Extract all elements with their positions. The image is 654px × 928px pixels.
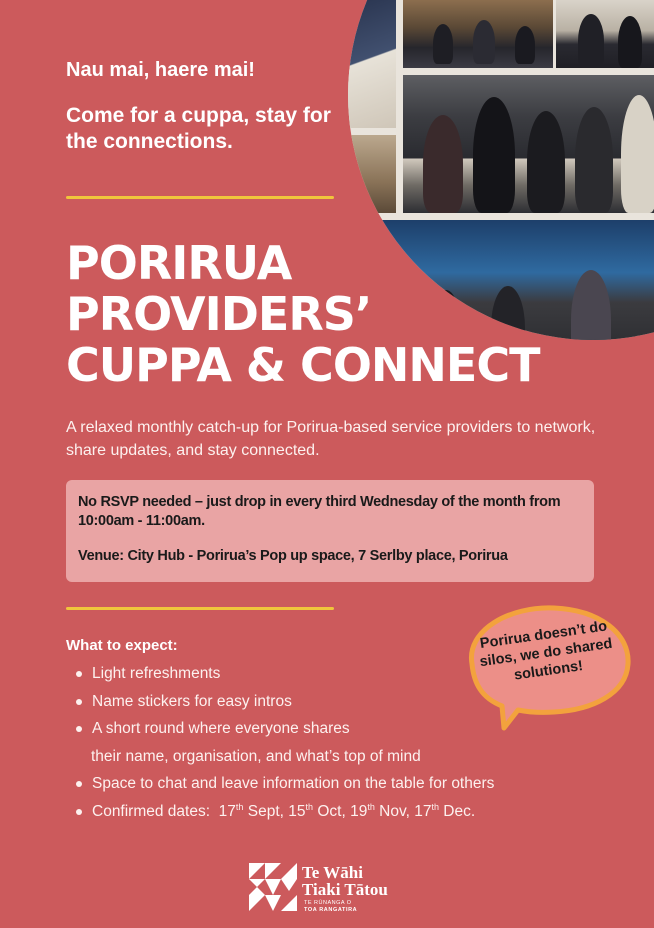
tagline: Come for a cuppa, stay for the connections. [66,104,331,153]
list-item-continuation: their name, organisation, and what’s top of mind [91,747,421,765]
logo-name: Te Wāhi Tiaki Tātou [302,863,388,899]
list-item: Light refreshments [76,660,494,688]
date-2: 15th Oct [288,801,342,820]
divider-bottom [66,607,334,610]
expect-heading: What to expect: [66,637,178,654]
list-item: Space to chat and leave information on the table for others [76,770,494,798]
divider-top [66,196,334,199]
photo-two-people [556,0,654,68]
greeting: Nau mai, haere mai! [66,59,255,81]
venue-text: Venue: City Hub - Porirua’s Pop up space, 7 Serlby place, Porirua [78,548,508,564]
organisation-logo [249,863,399,913]
photo-seated-audience [403,0,553,68]
title-line-3: CUPPA & CONNECT [66,338,540,392]
expect-list [76,660,494,825]
event-title [66,238,539,391]
date-4: 17th Dec. [414,801,476,820]
title-line-2: PROVIDERS’ [66,287,372,341]
date-3: 19th Nov [350,801,406,820]
intro-text: A relaxed monthly catch-up for Porirua-based service providers to network, share updates, and stay connected. [66,419,596,459]
dates-label: Confirmed dates: [92,802,211,820]
logo-triangles-icon [249,863,297,911]
date-1: 17th Sept [218,801,280,820]
list-item: A short round where everyone shares [76,715,494,743]
info-box [66,480,594,582]
logo-subtitle-2: TOA RANGATIRA [304,907,358,913]
list-item-dates: Confirmed dates: 17th Sept, 15th Oct, 19th Nov, 17th Dec. [76,798,494,826]
schedule-text: No RSVP needed – just drop in every third Wednesday of the month from 10:00am - 11:00am. [78,494,561,529]
photo-group-smiling [403,75,654,213]
list-item: Name stickers for easy intros [76,688,494,716]
logo-subtitle: TE RŪNANGA O [304,900,352,906]
bubble-text: Porirua doesn’t do silos, we do shared solutions! [478,618,614,684]
title-line-1: PORIRUA [66,236,292,290]
